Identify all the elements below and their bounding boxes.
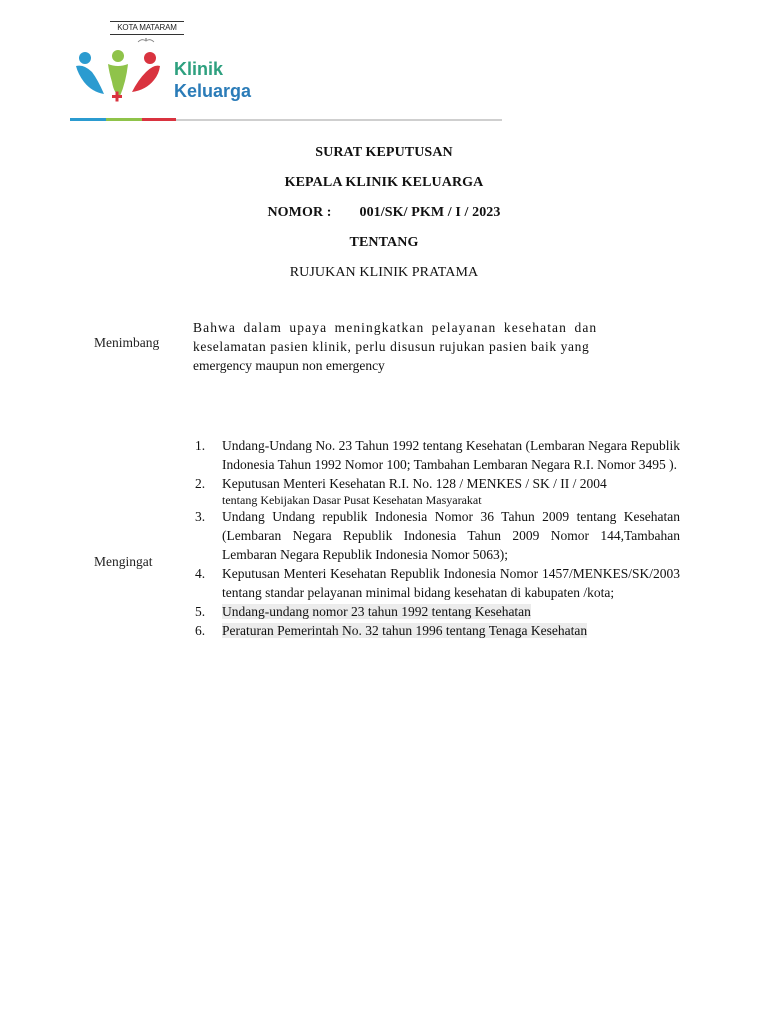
title-kepala-klinik: KEPALA KLINIK KELUARGA <box>284 175 484 190</box>
title-nomor-row <box>0 204 768 234</box>
list-item <box>195 564 687 602</box>
list-item-text-wrap <box>222 621 680 640</box>
list-item-text: Peraturan Pemerintah No. 32 tahun 1996 tentang Tenaga Kesehatan <box>222 623 588 638</box>
city-emblem-icon <box>136 37 156 44</box>
logo-text <box>174 58 251 102</box>
list-item-number: 6. <box>195 623 206 638</box>
divider-red-segment <box>142 118 176 121</box>
mengingat-label: Mengingat <box>94 554 153 569</box>
menimbang-line-1: Bahwa dalam upaya meningkatkan pelayanan kesehatan dan <box>193 320 598 335</box>
list-item-number: 5. <box>195 604 206 619</box>
list-item-text: Undang-undang nomor 23 tahun 1992 tentang Kesehatan <box>222 604 531 619</box>
title-subject: RUJUKAN KLINIK PRATAMA <box>289 265 479 280</box>
divider-blue-segment <box>70 118 106 121</box>
menimbang-text <box>193 318 665 375</box>
logo-line-keluarga: Keluarga <box>174 81 252 101</box>
list-item-text: Keputusan Menteri Kesehatan R.I. No. 128 / MENKES / SK / II / 2004 <box>222 476 607 491</box>
list-item-text: Keputusan Menteri Kesehatan Republik Indonesia Nomor 1457/MENKES/SK/2003 tentang standar pelayanan minimal bidang kesehatan di kabupaten /kota; <box>222 566 680 600</box>
list-item-text: Undang Undang republik Indonesia Nomor 36 Tahun 2009 tentang Kesehatan (Lembaran Negara Republik Indonesia Tahun 2009 Nomor 144,Tambahan Lembaran Negara Republik Indonesia Nomor 5063); <box>222 509 680 562</box>
nomor-value: 001/SK/ PKM / I / 2023 <box>359 205 501 220</box>
list-item-text-wrap <box>222 602 680 621</box>
list-item <box>195 621 687 640</box>
menimbang-label: Menimbang <box>94 335 160 350</box>
list-item <box>195 507 687 564</box>
nomor-label: NOMOR : <box>267 205 332 220</box>
city-label: KOTA MATARAM <box>110 21 184 35</box>
list-item-number: 3. <box>195 509 206 524</box>
header-divider <box>70 118 502 121</box>
title-surat-keputusan: SURAT KEPUTUSAN <box>315 145 453 160</box>
list-item-text-small: tentang Kebijakan Dasar Pusat Kesehatan Masyarakat <box>222 493 482 507</box>
menimbang-line-2: keselamatan pasien klinik, perlu disusun rujukan pasien baik yang <box>193 339 590 354</box>
list-item-text-block <box>222 474 680 507</box>
decree-title-block <box>0 144 768 294</box>
list-item-number: 2. <box>195 476 206 491</box>
list-item-number: 1. <box>195 438 206 453</box>
klinik-keluarga-logo-icon <box>74 48 164 106</box>
mengingat-list <box>195 436 687 640</box>
list-item-number: 4. <box>195 566 206 581</box>
title-tentang: TENTANG <box>349 235 419 250</box>
list-item <box>195 436 687 474</box>
divider-green-segment <box>106 118 142 121</box>
list-item <box>195 474 687 507</box>
menimbang-line-3: emergency maupun non emergency <box>193 358 385 373</box>
list-item <box>195 602 687 621</box>
list-item-text: Undang-Undang No. 23 Tahun 1992 tentang Kesehatan (Lembaran Negara Republik Indonesia Tahun 1992 Nomor 100; Tambahan Lembaran Negara R.I. Nomor 3495 ). <box>222 438 680 472</box>
logo-line-klinik: Klinik <box>174 59 224 79</box>
divider-gray-segment <box>176 119 502 121</box>
